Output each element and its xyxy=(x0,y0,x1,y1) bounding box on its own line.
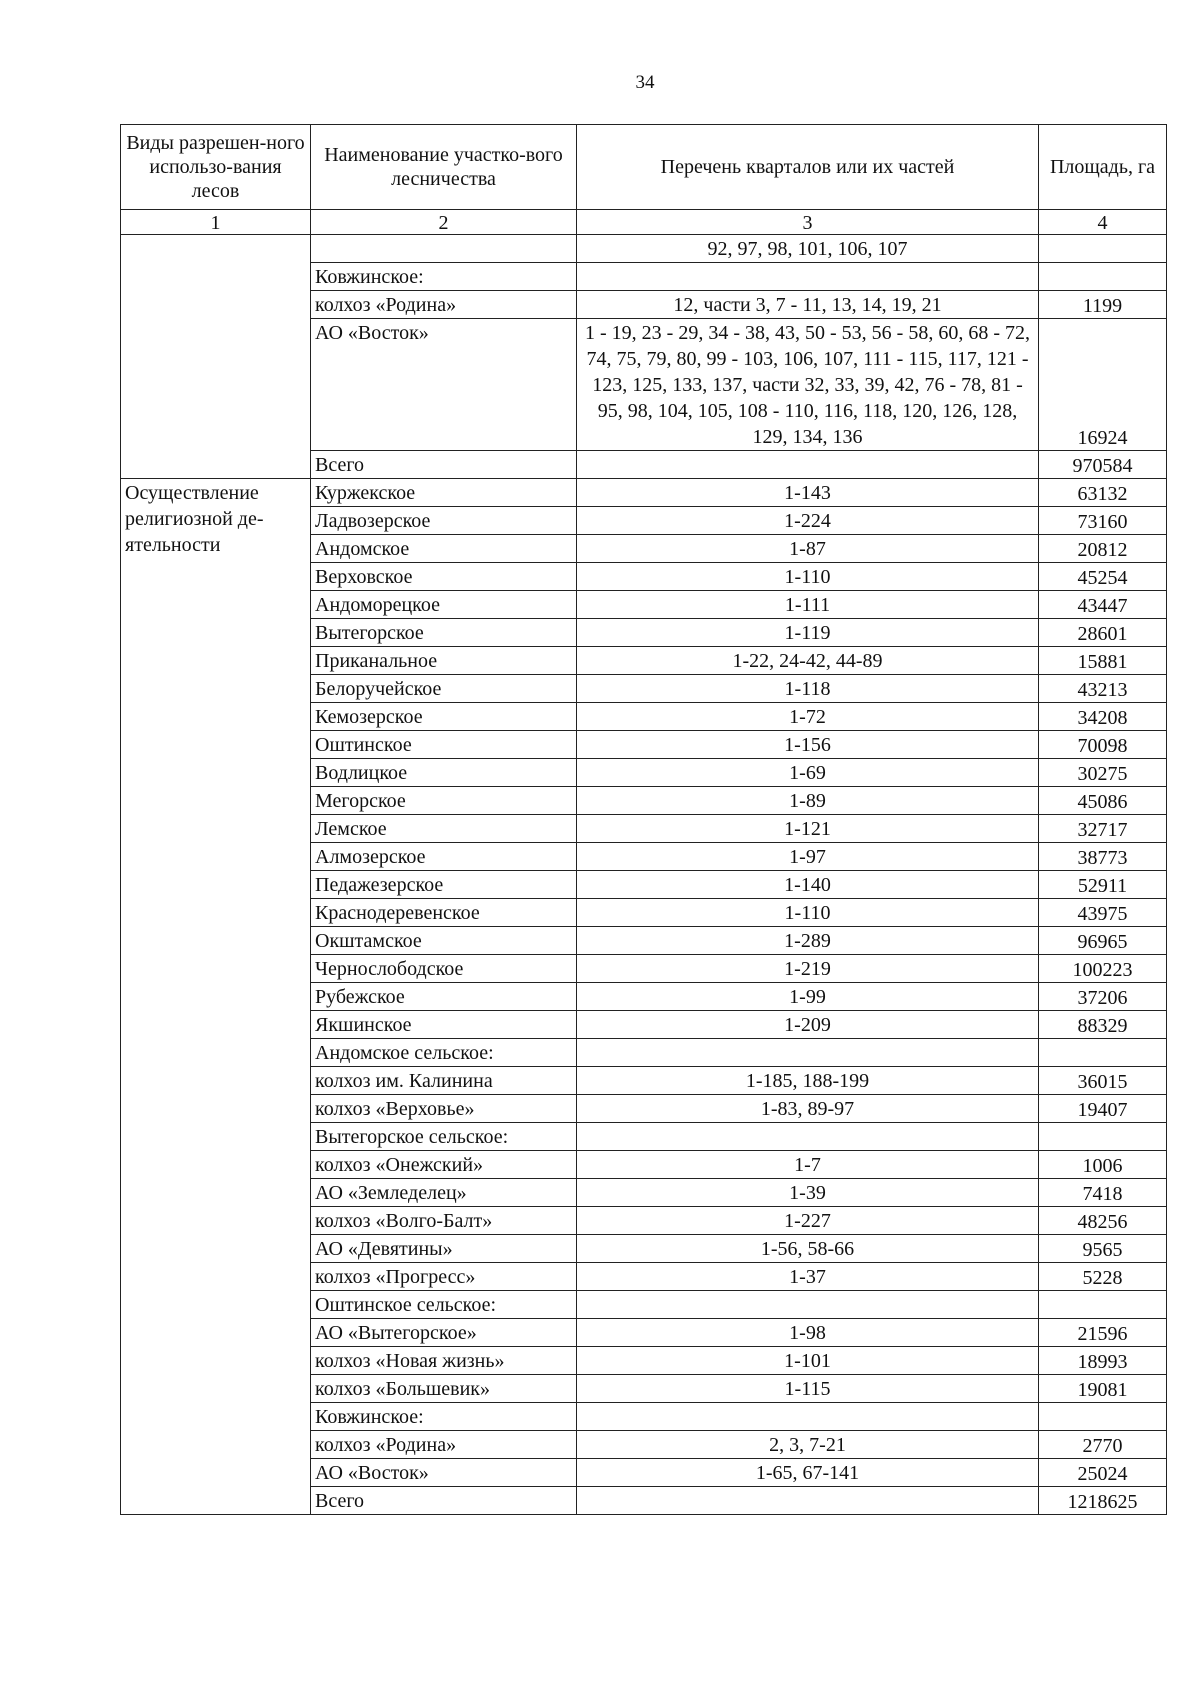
area-cell: 88329 xyxy=(1039,1011,1167,1039)
area-cell: 18993 xyxy=(1039,1347,1167,1375)
quarters-cell: 1-99 xyxy=(577,983,1039,1011)
area-cell: 100223 xyxy=(1039,955,1167,983)
quarters-cell: 1-289 xyxy=(577,927,1039,955)
header-row xyxy=(121,125,1167,210)
quarters-cell: 1-111 xyxy=(577,591,1039,619)
quarters-cell: 1-110 xyxy=(577,899,1039,927)
area-cell: 16924 xyxy=(1039,319,1167,451)
quarters-cell: 1-97 xyxy=(577,843,1039,871)
area-cell xyxy=(1039,263,1167,291)
forestry-name-cell: Мегорское xyxy=(311,787,577,815)
quarters-cell xyxy=(577,1403,1039,1431)
area-cell: 38773 xyxy=(1039,843,1167,871)
area-cell: 32717 xyxy=(1039,815,1167,843)
forestry-name-cell: АО «Восток» xyxy=(311,1459,577,1487)
forestry-name-cell: АО «Восток» xyxy=(311,319,577,451)
quarters-cell: 1-140 xyxy=(577,871,1039,899)
quarters-cell: 1-37 xyxy=(577,1263,1039,1291)
quarters-cell xyxy=(577,1487,1039,1515)
forestry-name-cell: колхоз «Прогресс» xyxy=(311,1263,577,1291)
quarters-cell xyxy=(577,263,1039,291)
use-type-cell xyxy=(121,235,311,479)
forestry-name-cell: Всего xyxy=(311,451,577,479)
area-cell: 52911 xyxy=(1039,871,1167,899)
area-cell: 63132 xyxy=(1039,479,1167,507)
forestry-name-cell: Белоручейское xyxy=(311,675,577,703)
column-number: 1 xyxy=(121,210,311,235)
quarters-cell: 1-219 xyxy=(577,955,1039,983)
quarters-cell: 1-110 xyxy=(577,563,1039,591)
forestry-name-cell: Приканальное xyxy=(311,647,577,675)
forestry-name-cell: Рубежское xyxy=(311,983,577,1011)
area-cell: 45086 xyxy=(1039,787,1167,815)
forestry-name-cell: Оштинское xyxy=(311,731,577,759)
area-cell: 96965 xyxy=(1039,927,1167,955)
column-number-row xyxy=(121,210,1167,235)
quarters-cell: 92, 97, 98, 101, 106, 107 xyxy=(577,235,1039,263)
column-number: 3 xyxy=(577,210,1039,235)
area-cell xyxy=(1039,1403,1167,1431)
quarters-cell: 12, части 3, 7 - 11, 13, 14, 19, 21 xyxy=(577,291,1039,319)
quarters-cell: 1-22, 24-42, 44-89 xyxy=(577,647,1039,675)
quarters-cell: 1-115 xyxy=(577,1375,1039,1403)
area-cell: 9565 xyxy=(1039,1235,1167,1263)
quarters-cell: 1 - 19, 23 - 29, 34 - 38, 43, 50 - 53, 56 - 58, 60, 68 - 72, 74, 75, 79, 80, 99 - 103, 106, 107, 111 - 115, 117, 121 - 123, 125, 133, 137, части 32, 33, 39, 42, 76 - 78, 81 - 95, 98, 104, 105, 108 - 110, 116, 118, 120, 126, 128, 129, 134, 136 xyxy=(577,319,1039,451)
area-cell: 30275 xyxy=(1039,759,1167,787)
quarters-cell xyxy=(577,451,1039,479)
quarters-cell xyxy=(577,1123,1039,1151)
area-cell: 73160 xyxy=(1039,507,1167,535)
forestry-name-cell: АО «Вытегорское» xyxy=(311,1319,577,1347)
area-cell: 2770 xyxy=(1039,1431,1167,1459)
quarters-cell: 1-156 xyxy=(577,731,1039,759)
area-cell: 19407 xyxy=(1039,1095,1167,1123)
header-area: Площадь, га xyxy=(1039,125,1167,210)
area-cell: 21596 xyxy=(1039,1319,1167,1347)
forestry-name-cell: Оштинское сельское: xyxy=(311,1291,577,1319)
area-cell: 48256 xyxy=(1039,1207,1167,1235)
area-cell: 1006 xyxy=(1039,1151,1167,1179)
forestry-name-cell: колхоз «Верховье» xyxy=(311,1095,577,1123)
quarters-cell: 1-101 xyxy=(577,1347,1039,1375)
area-cell: 1199 xyxy=(1039,291,1167,319)
header-quarters: Перечень кварталов или их частей xyxy=(577,125,1039,210)
quarters-cell: 1-98 xyxy=(577,1319,1039,1347)
forestry-name-cell: Вытегорское xyxy=(311,619,577,647)
forestry-name-cell: Куржекское xyxy=(311,479,577,507)
forestry-name-cell: Кемозерское xyxy=(311,703,577,731)
area-cell: 43975 xyxy=(1039,899,1167,927)
quarters-cell: 1-227 xyxy=(577,1207,1039,1235)
quarters-cell: 1-65, 67-141 xyxy=(577,1459,1039,1487)
quarters-cell: 1-121 xyxy=(577,815,1039,843)
quarters-cell xyxy=(577,1039,1039,1067)
column-number: 4 xyxy=(1039,210,1167,235)
forestry-name-cell: Ладвозерское xyxy=(311,507,577,535)
forest-use-table xyxy=(120,124,1167,1515)
forestry-name-cell: Педажезерское xyxy=(311,871,577,899)
forestry-name-cell: Андомское xyxy=(311,535,577,563)
quarters-cell: 1-87 xyxy=(577,535,1039,563)
area-cell: 1218625 xyxy=(1039,1487,1167,1515)
forestry-name-cell: Якшинское xyxy=(311,1011,577,1039)
quarters-cell: 1-72 xyxy=(577,703,1039,731)
area-cell xyxy=(1039,235,1167,263)
forestry-name-cell: Краснодеревенское xyxy=(311,899,577,927)
area-cell xyxy=(1039,1123,1167,1151)
quarters-cell: 1-7 xyxy=(577,1151,1039,1179)
quarters-cell xyxy=(577,1291,1039,1319)
area-cell: 5228 xyxy=(1039,1263,1167,1291)
forestry-name-cell: Алмозерское xyxy=(311,843,577,871)
area-cell: 25024 xyxy=(1039,1459,1167,1487)
quarters-cell: 1-56, 58-66 xyxy=(577,1235,1039,1263)
forestry-name-cell: Вытегорское сельское: xyxy=(311,1123,577,1151)
forestry-name-cell xyxy=(311,235,577,263)
area-cell: 20812 xyxy=(1039,535,1167,563)
area-cell: 43213 xyxy=(1039,675,1167,703)
table-row xyxy=(121,235,1167,263)
forestry-name-cell: Ковжинское: xyxy=(311,1403,577,1431)
quarters-cell: 2, 3, 7-21 xyxy=(577,1431,1039,1459)
forestry-name-cell: Верховское xyxy=(311,563,577,591)
quarters-cell: 1-185, 188-199 xyxy=(577,1067,1039,1095)
forestry-name-cell: колхоз «Родина» xyxy=(311,1431,577,1459)
area-cell: 15881 xyxy=(1039,647,1167,675)
forestry-name-cell: Ковжинское: xyxy=(311,263,577,291)
area-cell: 37206 xyxy=(1039,983,1167,1011)
table-body xyxy=(121,235,1167,1515)
area-cell: 70098 xyxy=(1039,731,1167,759)
forestry-name-cell: Лемское xyxy=(311,815,577,843)
area-cell xyxy=(1039,1291,1167,1319)
area-cell: 7418 xyxy=(1039,1179,1167,1207)
area-cell: 43447 xyxy=(1039,591,1167,619)
area-cell: 36015 xyxy=(1039,1067,1167,1095)
forestry-name-cell: Всего xyxy=(311,1487,577,1515)
forestry-name-cell: АО «Земледелец» xyxy=(311,1179,577,1207)
forestry-name-cell: Андомское сельское: xyxy=(311,1039,577,1067)
forestry-name-cell: колхоз «Онежский» xyxy=(311,1151,577,1179)
quarters-cell: 1-224 xyxy=(577,507,1039,535)
header-forestry-name: Наименование участко-вого лесничества xyxy=(311,125,577,210)
forestry-name-cell: Чернослободское xyxy=(311,955,577,983)
area-cell: 45254 xyxy=(1039,563,1167,591)
quarters-cell: 1-118 xyxy=(577,675,1039,703)
area-cell: 34208 xyxy=(1039,703,1167,731)
quarters-cell: 1-69 xyxy=(577,759,1039,787)
page-number: 34 xyxy=(635,72,655,93)
forestry-name-cell: колхоз «Большевик» xyxy=(311,1375,577,1403)
forestry-name-cell: колхоз им. Калинина xyxy=(311,1067,577,1095)
column-number: 2 xyxy=(311,210,577,235)
forestry-name-cell: колхоз «Родина» xyxy=(311,291,577,319)
area-cell: 970584 xyxy=(1039,451,1167,479)
forestry-name-cell: Окштамское xyxy=(311,927,577,955)
table-row xyxy=(121,479,1167,507)
quarters-cell: 1-209 xyxy=(577,1011,1039,1039)
quarters-cell: 1-119 xyxy=(577,619,1039,647)
quarters-cell: 1-143 xyxy=(577,479,1039,507)
quarters-cell: 1-83, 89-97 xyxy=(577,1095,1039,1123)
quarters-cell: 1-89 xyxy=(577,787,1039,815)
area-cell: 19081 xyxy=(1039,1375,1167,1403)
header-use-type: Виды разрешен-ного использо-вания лесов xyxy=(121,125,311,210)
forestry-name-cell: колхоз «Новая жизнь» xyxy=(311,1347,577,1375)
forestry-name-cell: АО «Девятины» xyxy=(311,1235,577,1263)
forestry-name-cell: Андоморецкое xyxy=(311,591,577,619)
forestry-name-cell: колхоз «Волго-Балт» xyxy=(311,1207,577,1235)
quarters-cell: 1-39 xyxy=(577,1179,1039,1207)
area-cell: 28601 xyxy=(1039,619,1167,647)
area-cell xyxy=(1039,1039,1167,1067)
use-type-cell: Осуществление религиозной де-ятельности xyxy=(121,479,311,1515)
forestry-name-cell: Водлицкое xyxy=(311,759,577,787)
